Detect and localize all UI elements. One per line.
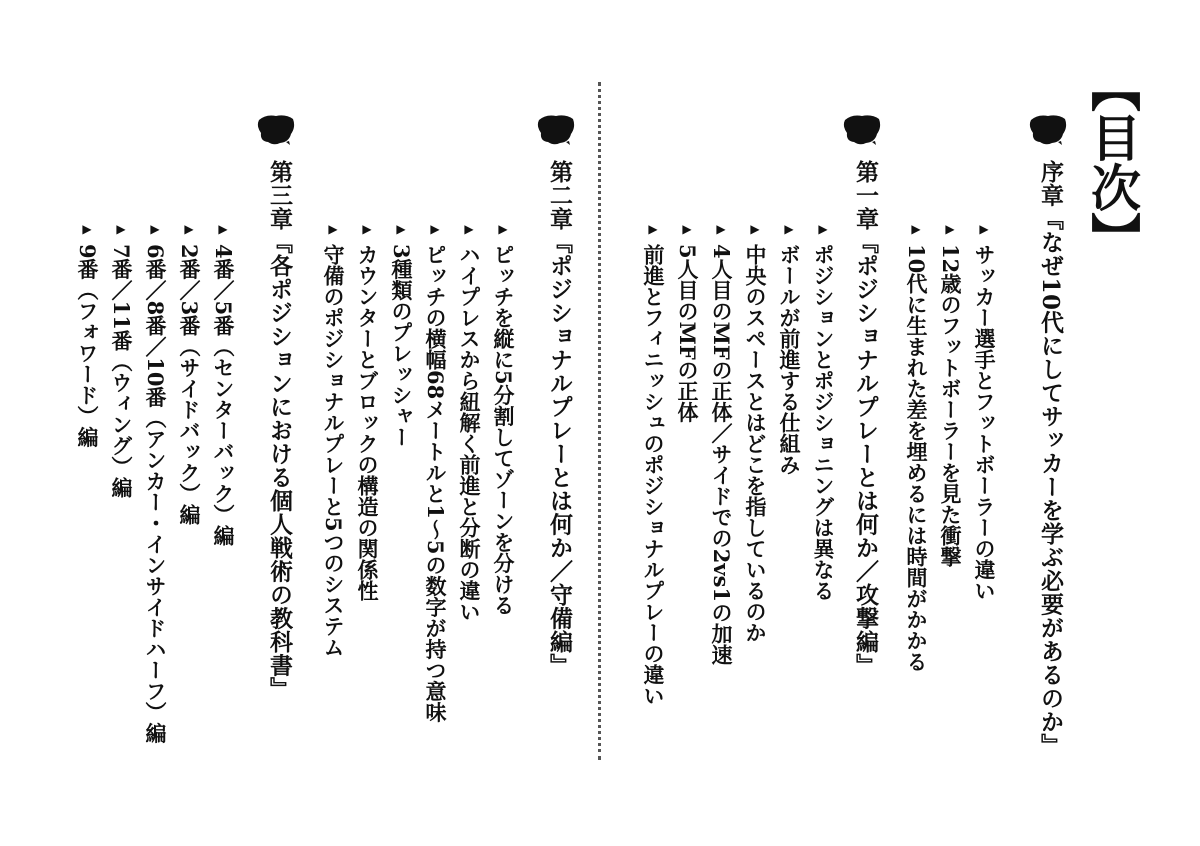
ink-blot-icon [1028, 112, 1068, 146]
triangle-right-icon: ▶ [748, 222, 762, 236]
list-item: ▶カウンターとブロックの構造の関係性 [355, 222, 380, 601]
chapter-title: 第二章『ポジショナルプレーとは何か／守備編』 [546, 160, 573, 677]
triangle-right-icon: ▶ [782, 222, 796, 236]
triangle-right-icon: ▶ [714, 222, 728, 236]
list-item: ▶前進とフィニッシュのポジショナルプレーの違い [641, 222, 666, 706]
triangle-right-icon: ▶ [646, 222, 660, 236]
list-item: ▶10代に生まれた差を埋めるには時間がかかる [904, 222, 929, 673]
list-item: ▶3種類のプレッシャー [389, 222, 414, 448]
list-item: ▶4番／5番（センターバック）編 [211, 222, 236, 547]
triangle-right-icon: ▶ [816, 222, 830, 236]
list-item: ▶ポジションとポジショニングは異なる [811, 222, 836, 601]
triangle-right-icon: ▶ [428, 222, 442, 236]
triangle-right-icon: ▶ [80, 222, 94, 236]
triangle-right-icon: ▶ [462, 222, 476, 236]
ink-blot-icon [536, 112, 576, 146]
page-title: 【目次】 [1083, 62, 1142, 262]
triangle-right-icon: ▶ [909, 222, 923, 236]
triangle-right-icon: ▶ [496, 222, 510, 236]
triangle-right-icon: ▶ [182, 222, 196, 236]
list-item: ▶4人目のMFの正体／サイドでの2vs1の加速 [709, 222, 734, 666]
triangle-right-icon: ▶ [680, 222, 694, 236]
list-item: ▶7番／11番（ウィング）編 [109, 222, 134, 498]
triangle-right-icon: ▶ [394, 222, 408, 236]
ink-blot-icon [256, 112, 296, 146]
list-item: ▶ピッチを縦に5分割してゾーンを分ける [491, 222, 516, 616]
triangle-right-icon: ▶ [943, 222, 957, 236]
list-item: ▶6番／8番／10番（アンカー・インサイドハーフ）編 [143, 222, 168, 744]
list-item: ▶ハイプレスから紐解く前進と分断の違い [457, 222, 482, 622]
list-item: ▶ピッチの横幅68メートルと1〜5の数字が持つ意味 [423, 222, 448, 723]
dotted-divider [598, 82, 601, 760]
chapter-title: 第三章『各ポジションにおける個人戦術の教科書』 [266, 160, 293, 701]
list-item: ▶ボールが前進する仕組み [777, 222, 802, 475]
chapter-title: 第一章『ポジショナルプレーとは何か／攻撃編』 [852, 160, 879, 677]
list-item: ▶9番（フォワード）編 [75, 222, 100, 448]
triangle-right-icon: ▶ [326, 222, 340, 236]
triangle-right-icon: ▶ [977, 222, 991, 236]
list-item: ▶中央のスペースとはどこを指しているのか [743, 222, 768, 643]
triangle-right-icon: ▶ [114, 222, 128, 236]
triangle-right-icon: ▶ [148, 222, 162, 236]
list-item: ▶12歳のフットボーラーを見た衝撃 [938, 222, 963, 568]
list-item: ▶2番／3番（サイドバック）編 [177, 222, 202, 526]
list-item: ▶5人目のMFの正体 [675, 222, 700, 423]
chapter-title: 序章『なぜ10代にしてサッカーを学ぶ必要があるのか』 [1037, 160, 1064, 758]
ink-blot-icon [842, 112, 882, 146]
list-item: ▶サッカー選手とフットボーラーの違い [972, 222, 997, 601]
triangle-right-icon: ▶ [360, 222, 374, 236]
triangle-right-icon: ▶ [216, 222, 230, 236]
list-item: ▶守備のポジショナルプレーと5つのシステム [321, 222, 346, 658]
